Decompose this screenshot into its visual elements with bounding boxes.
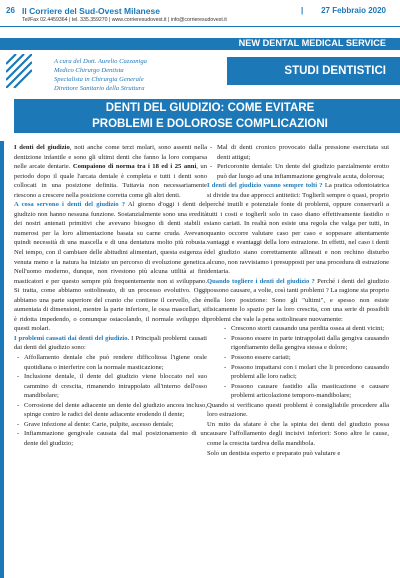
article-column-1 [14,143,207,449]
removal-text: La pratica odontoiatrica si divide tra due approcci antitetici: Toglierli sempre o quasi, proprio perché inutili e potenziale fonte di problemi, oppure conservarli a tutti i costi e toglierli solo in caso diano effettivamente fastidio o siano cariati. In realtà non esiste una regola che valga per tutti, in quanto occorre valutare caso per caso e soppesare attentamente vantaggi e svantaggi della loro estrazione. In effetti, nel caso i denti del giudizio siano correttamente allineati e non rechino disturbo alcuno, non ravvisiamo i presupposti per una procedura di estrazione dentaria. [207,182,389,276]
list-item: - Inclusione dentale, il dente del giudizio viene bloccato nel suo cammino di crescita, rimanendo intrappolato all'interno dell'osso mandibolare; [14,372,207,401]
list-item: - Possono essere in parte intrappolati dalla gengiva causando rigonfiamento della gengiva stessa e dolore; [221,334,389,353]
subheading-when: Quando togliere i denti del giudizio ? [207,277,315,285]
list-item: - Grave infezione al dente: Carie, pulpite, ascesso dentale; [14,420,207,430]
service-name: NEW DENTAL MEDICAL SERVICE [238,38,386,48]
intro-paragraph [14,143,207,200]
list-item: - Crescono storti causando una perdita ossea ai denti vicini; [221,324,389,334]
publication-contacts: Tel/Fax 02.4459364 | tel. 335.359270 | www.corrieresudovest.it | info@corrieresudovest.it [22,17,227,23]
problems-text: I Principali problemi causati dai denti del giudizio sono: [14,334,207,352]
reasons-list [207,324,389,400]
section-title: STUDI DENTISTICI [284,65,386,77]
author-line: Medico Chirurgo Dentista [54,67,124,74]
intro-text-2: , un periodo dopo il quale l'arcata dentale è completa e tutti i denti sono collocati in una posizione definita. Tuttavia non necessariamente riescono a crescere nella posizione corretta come gli altri denti. [14,163,207,199]
author-credits [54,57,147,93]
purpose-text: Al giorno d'oggi i denti del giudizio non hanno nessuna funzione. Sostanzialmente sono una eredità dei nostri antenati primitivi che avevano bisogno di denti stabili e numerosi per la loro alimentazione basata su carne cruda. Avevano quindi necessità di una mascella e di una dentatura molto più robusta. Nel tempo, con il cambiare delle abitudini alimentari, questa esigenza è venuta meno e la natura ha iniziato un percorso di evoluzione genetica. Nell'uomo moderno, dunque, non rivestono più alcuna utilità ai fini masticatori e per questo sempre più frequentemente non si sviluppano. Si tratta, come abbiamo sottolineato, di un processo evolutivo. Oggi abbiamo una parte superiore del cranio che contiene il cervello, che è aumentata di dimensioni, mentre la parte inferiore, le ossa mascellari, si è ridotta impedendo, o comunque ostacolando, il normale sviluppo di questi molari. [14,201,207,333]
author-line: Specialista in Chirurgia Generale [54,76,144,83]
paragraph-when [207,277,389,325]
paragraph-myth: Un mito da sfatare è che la spinta dei denti del giudizio possa causare l'affollamento degli incisivi inferiori: Sono altre le cause, come la crescita tardiva della mandibola. [207,420,389,447]
list-item: - Mal di denti cronico provocato dalla pressione esercitata sui denti attigui; [207,143,389,162]
list-item: - Infiammazione gengivale causata dal mal posizionamento di un dente del giudizio; [14,429,207,448]
paragraph-removal [207,181,389,276]
list-item: - Pericoronite dentale: Un dente del giudizio parzialmente erotto può dar luogo ad una infiammazione gengivale acuta, dolorosa; [207,162,389,181]
paragraph-purpose [14,200,207,334]
header-divider: | [301,6,304,15]
subheading-problems: I problemi causati dai denti del giudizio. [14,334,130,342]
list-item: - Possono causare fastidio alla masticazione e causare problemi articolazione temporo-mandibolare; [221,382,389,401]
issue-date: 27 Febbraio 2020 [321,6,386,15]
list-item: - Possono essere cariati; [221,353,389,363]
intro-bold-age: Compaiono di norma tra i 18 ed i 25 anni [72,163,197,171]
headline-line-1: DENTI DEL GIUDIZIO: COME EVITARE [105,102,315,114]
problems-list [14,353,207,448]
subheading-removal: I denti del giudizio vanno sempre tolti ? [207,182,323,190]
intro-bold: I denti del giudizio [14,144,70,151]
list-item: - Possono impattarsi con i molari che li precedono causando problemi alle loro radici; [221,363,389,382]
page-header [0,0,400,36]
diagonal-stripes-decoration [6,54,32,88]
paragraph-extraction: Quando si verificano questi problemi è consigliabile procedere alla loro estrazione. [207,401,389,419]
author-line: Direttore Sanitario della Struttura [54,85,145,92]
paragraph-dentist: Solo un dentista esperto e preparato può valutare e [207,449,341,457]
headline-line-2: PROBLEMI E DOLOROSE COMPLICAZIONI [92,118,328,130]
intro-text: , noti anche come terzi molari, sono assenti nella dentizione infantile e sono gli ultimi denti che fanno la loro comparsa nelle arcate dentarie. [14,144,208,171]
list-item: - Corrosione del dente adiacente un dente del giudizio ancora incluso, spinge contro le radici del dente adiacente erodendo il dente; [14,401,207,420]
publication-name: Il Corriere del Sud-Ovest Milanese [22,6,160,16]
page-number: 26 [6,6,15,15]
author-line: A cura del Dott. Aurelio Cazzaniga [54,58,147,65]
header-rule [0,26,400,27]
problems-list-continued [207,143,389,181]
paragraph-problems [14,334,207,353]
when-text: Perché i denti del giudizio possono causare, a volte, così tanti problemi ? La ragione sta proprio nella loro posizione: Sono gli "ultimi", e spesso non esiste fisicamente lo spazio per la loro crescita, con una serie di possibili problemi che vale la pena sottolineare nuovamente: [207,277,389,323]
subheading-purpose: A cosa servono i denti del giudizio ? [14,201,126,209]
list-item: - Affollamento dentale che può rendere difficoltosa l'igiene orale quotidiana o interferire con la normale masticazione; [14,353,207,372]
article-column-2 [207,143,389,458]
left-accent-strip [0,141,4,578]
